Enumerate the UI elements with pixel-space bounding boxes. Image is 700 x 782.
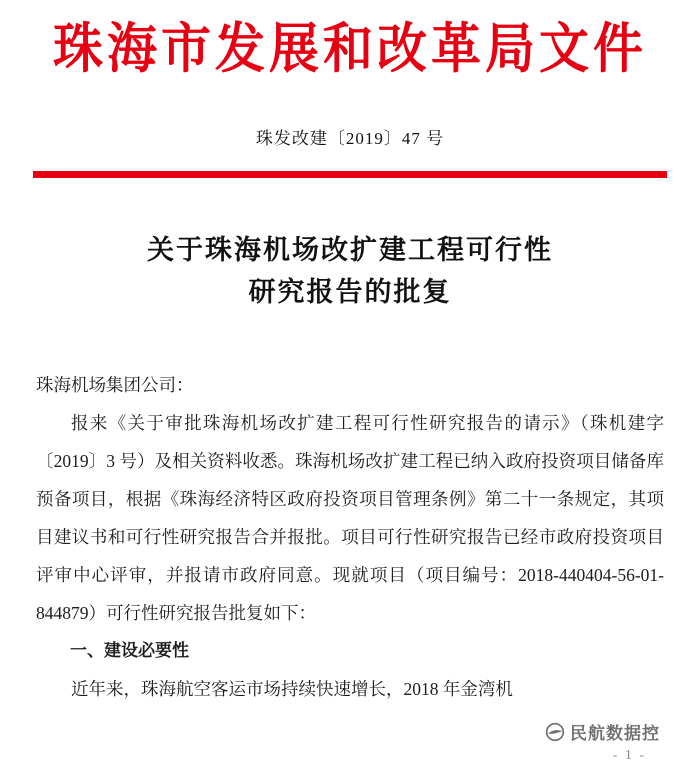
document-title [0, 230, 700, 314]
red-separator-rule [33, 171, 667, 178]
page-number: - 1 - [612, 748, 646, 763]
document-title-line1: 关于珠海机场改扩建工程可行性 [147, 235, 553, 265]
body-paragraph-2: 近年来，珠海航空客运市场持续快速增长，2018 年金湾机 [71, 678, 513, 699]
document-title-line2: 研究报告的批复 [248, 276, 452, 307]
footer-watermark-area [545, 719, 660, 764]
salutation: 珠海机场集团公司： [36, 374, 194, 395]
body-paragraph-1: 报来《关于审批珠海机场改扩建工程可行性研究报告的请示》（珠机建字〔2019〕3 号）及相关资料收悉。珠海机场改扩建工程已纳入政府投资项目储备库预备项目，根据《珠海经济特区政府投资项目管理条例》第二十一条规定，其项目建议书和可行性研究报告合并报批。项目可行性研究报告已经市政府投资项目评审中心评审，并报请市政府同意。现就项目（项目编号：2018-440404-56-01-844879）可行性研究报告批复如下： [36, 412, 664, 623]
document-body [36, 366, 664, 708]
section-1-heading: 一、建设必要性 [70, 640, 189, 660]
agency-header-title: 珠海市发展和改革局文件 [53, 18, 647, 79]
document-number: 珠发改建〔2019〕47 号 [255, 129, 445, 148]
aviation-logo-icon [545, 722, 565, 742]
watermark-label: 民航数据控 [570, 724, 660, 743]
watermark-row [545, 719, 660, 744]
